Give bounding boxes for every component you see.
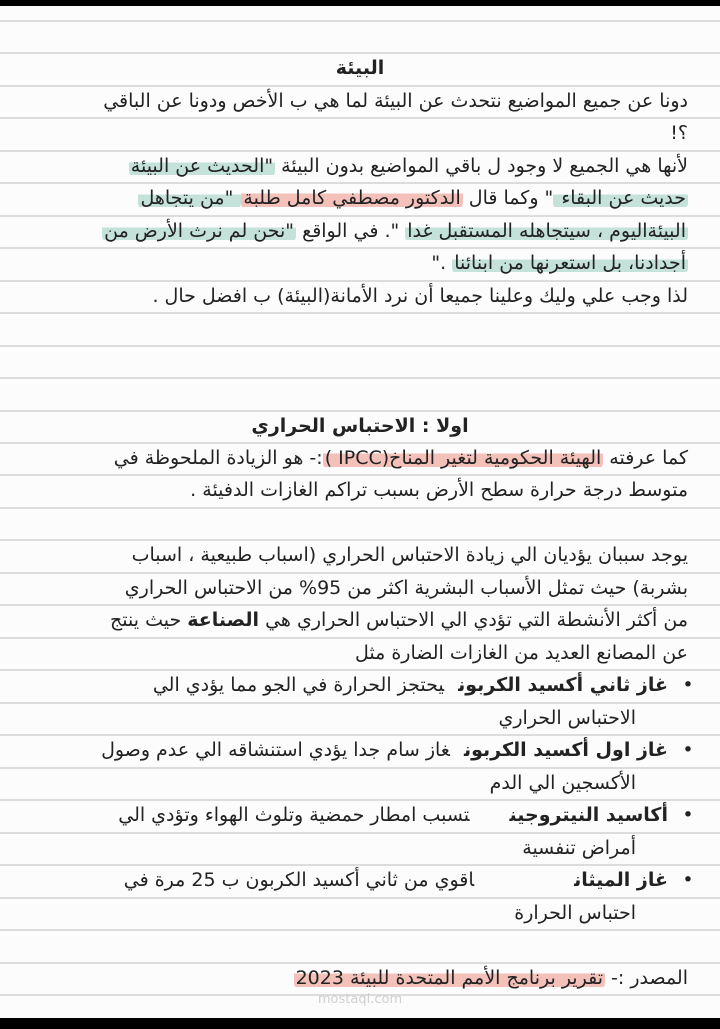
- causes-line-2: بشربة) حيث تمثل الأسباب البشرية اكثر من 95% من الاحتباس الحراري: [124, 577, 688, 599]
- industry-bold: الصناعة: [187, 609, 260, 631]
- ruled-line: [0, 20, 720, 22]
- document-page: [0, 6, 720, 1018]
- definition-line-1: [20, 443, 688, 473]
- intro-line-4: [20, 183, 688, 213]
- intro-line-2: ؟!: [670, 122, 688, 144]
- highlighted-quote: "الحديث عن البيئة: [130, 155, 274, 177]
- highlighted-quote: أجدادنا، بل استعرنها من ابنائنا: [454, 252, 686, 274]
- ruled-line: [0, 507, 720, 509]
- highlighted-quote: "نحن لم نرث الأرض من: [104, 220, 295, 242]
- gas-desc: يحتجز الحرارة في الجو مما يؤدي الي: [152, 674, 445, 696]
- causes-text: من أكثر الأنشطة التي تؤدي الي الاحتباس الحراري هي: [259, 609, 688, 631]
- source-value: تقرير برنامج الأمم المتحدة للبيئة 2023: [295, 967, 603, 989]
- source-label: المصدر :-: [604, 967, 688, 989]
- causes-text: حيث ينتج: [110, 609, 188, 631]
- bullet-icon: •: [682, 804, 694, 826]
- gas-name: غاز اول أكسيد الكربون: [463, 739, 668, 761]
- watermark: mostaql.com: [317, 992, 403, 1007]
- gas-list-item: [20, 735, 694, 765]
- intro-text: لأنها هي الجميع لا وجود ل باقي المواضيع بدون البيئة: [275, 155, 688, 177]
- intro-text: " وكما قال: [462, 187, 554, 209]
- gas-desc: تسبب امطار حمضية وتلوث الهواء وتؤدي الي: [118, 804, 470, 826]
- highlighted-quote: حديث عن البقاء: [555, 187, 686, 209]
- gas-list-item: [20, 670, 694, 700]
- intro-line-7: لذا وجب علي وليك وعلينا جميعا أن نرد الأمانة(البيئة) ب افضل حال .: [152, 285, 688, 307]
- section-heading: اولا : الاحتباس الحراري: [251, 415, 469, 437]
- bullet-icon: •: [682, 674, 694, 696]
- gas-name: غاز ثاني أكسيد الكربون: [458, 674, 668, 696]
- definition-line-2: متوسط درجة حرارة سطح الأرض بسبب تراكم الغازات الدفيئة .: [190, 479, 688, 501]
- gas-desc: اقوي من ثاني أكسيد الكربون ب 25 مرة في: [123, 869, 475, 891]
- gas-list-item-cont: احتباس الحرارة: [514, 902, 636, 924]
- gas-name: غاز الميثان: [574, 869, 668, 891]
- gas-list-item: [20, 800, 694, 830]
- source-line: [20, 963, 688, 993]
- causes-line-4: عن المصانع العديد من الغازات الضارة مثل: [355, 642, 688, 664]
- bullet-icon: •: [682, 739, 694, 761]
- definition-text: كما عرفته: [603, 447, 688, 469]
- intro-line-6: [20, 248, 688, 278]
- gas-list-item-cont: الاحتباس الحراري: [498, 707, 636, 729]
- highlighted-name: الدكتور مصطفي كامل طلبة: [243, 187, 461, 209]
- highlighted-quote: البيئةاليوم ، سيتجاهله المستقبل غدا: [407, 220, 686, 242]
- intro-text: .": [431, 252, 453, 274]
- ruled-line: [0, 377, 720, 379]
- intro-line-3: [20, 151, 688, 181]
- gas-list-item: [20, 865, 694, 895]
- ruled-line: [0, 929, 720, 931]
- intro-line-1: دونا عن جميع المواضيع نتحدث عن البيئة لما هي ب الأخص ودونا عن الباقي: [103, 90, 688, 112]
- gas-list-item-cont: أمراض تنفسية: [522, 837, 636, 859]
- causes-line-1: يوجد سببان يؤديان الي زيادة الاحتباس الحراري (اسباب طبيعية ، اسباب: [131, 544, 688, 566]
- intro-text: ". في الواقع: [296, 220, 406, 242]
- gas-list-item-cont: الأكسجين الي الدم: [489, 772, 636, 794]
- definition-text: :- هو الزيادة الملحوظة في: [113, 447, 323, 469]
- highlighted-quote: "من يتجاهل: [140, 187, 240, 209]
- ruled-line: [0, 345, 720, 347]
- causes-line-3: [20, 605, 688, 635]
- bullet-icon: •: [682, 869, 694, 891]
- gas-name: أكاسيد النيتروجين: [509, 804, 668, 826]
- document-title: البيئة: [335, 57, 385, 79]
- intro-line-5: [20, 216, 688, 246]
- gas-desc: غاز سام جدا يؤدي استنشاقه الي عدم وصول: [101, 739, 450, 761]
- ruled-line: [0, 312, 720, 314]
- highlighted-org: الهيئة الحكومية لتغير المناخ(IPCC ): [324, 447, 602, 469]
